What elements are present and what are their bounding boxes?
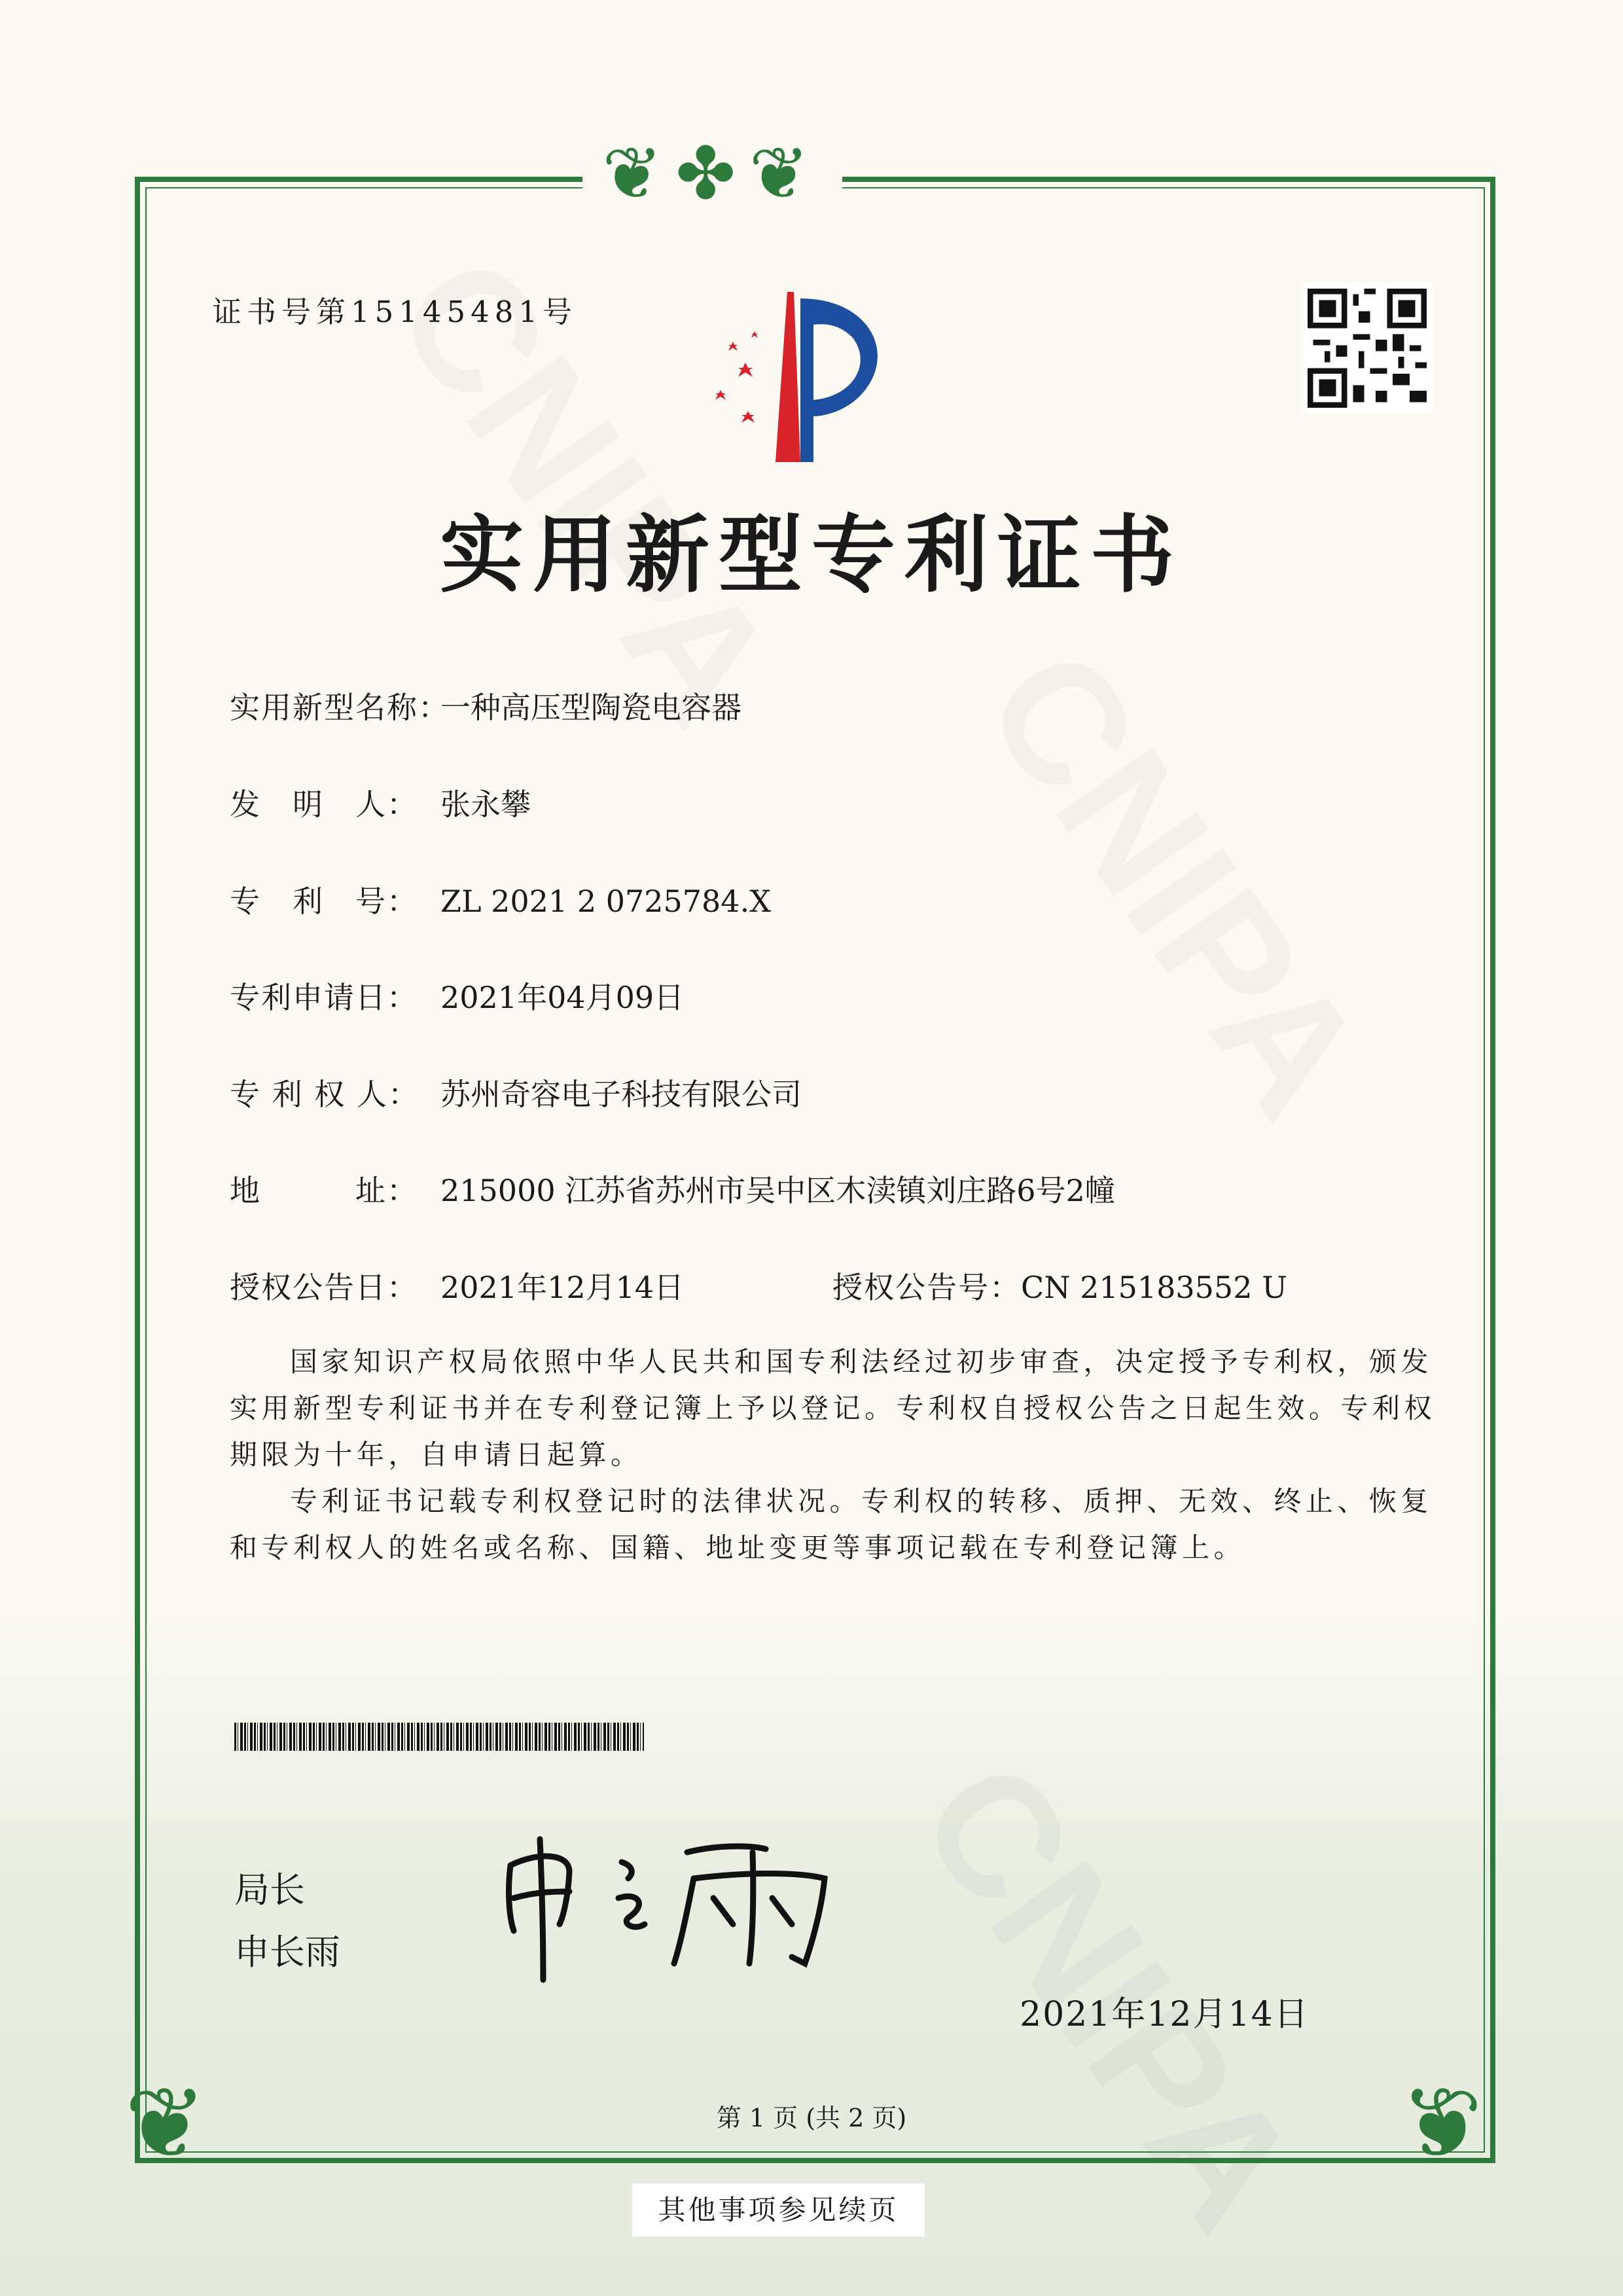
field-value: 张永攀 [440,787,531,822]
field-label: 专 利 号： [230,884,418,919]
statement-paragraph: 国家知识产权局依照中华人民共和国专利法经过初步审查，决定授予专利权，颁发实用新型专利证书并在专利登记簿上予以登记。专利权自授权公告之日起生效。专利权期限为十年，自申请日起算。 [230,1346,1436,1471]
field-label: 专利申请日： [230,980,418,1015]
corner-ornament-icon: ❦ [1400,2067,1483,2181]
field-patent-number [230,878,771,921]
field-grant-date [230,1264,684,1307]
field-label: 授权公告号： [832,1270,1021,1305]
statement-paragraph: 专利证书记载专利权登记时的法律状况。专利权的转移、质押、无效、终止、恢复和专利权人的姓名或名称、国籍、地址变更等事项记载在专利登记簿上。 [230,1485,1433,1564]
corner-ornament-icon: ❦ [124,2067,207,2181]
field-inventor [230,781,531,824]
signatory-position: 局长 [234,1869,305,1910]
certificate-statement [230,1338,1437,1571]
field-value: 215000 江苏省苏州市吴中区木渎镇刘庄路6号2幢 [440,1173,1115,1208]
handwritten-signature [497,1826,838,1983]
qr-code [1302,283,1432,414]
top-ornament-icon: ❦✤❦ [582,137,842,209]
field-label: 授权公告日： [230,1270,418,1305]
field-value: 苏州奇容电子科技有限公司 [440,1077,802,1112]
field-value: 2021年12月14日 [440,1270,685,1305]
page-indicator: 第 1 页 (共 2 页) [716,2104,907,2132]
field-application-date [230,974,684,1017]
certificate-title: 实用新型专利证书 [439,506,1183,604]
continued-note: 其他事项参见续页 [632,2183,925,2236]
field-label: 专 利 权 人： [230,1077,419,1112]
field-label: 实用新型名称： [230,690,450,725]
field-label: 地 址： [230,1173,418,1208]
field-announcement-number [832,1264,1287,1307]
cnipa-logo-icon [702,285,931,469]
certificate-number: 证书号第15145481号 [212,295,578,329]
field-patentee [230,1071,802,1114]
field-address [230,1167,1115,1210]
field-value: 一种高压型陶瓷电容器 [440,690,741,725]
field-value: CN 215183552 U [1021,1270,1287,1305]
barcode [234,1723,644,1751]
field-value: ZL 2021 2 0725784.X [440,884,771,919]
field-value: 2021年04月09日 [440,980,685,1015]
issue-date: 2021年12月14日 [1020,1995,1310,2034]
signatory-name: 申长雨 [234,1931,340,1973]
field-label: 发 明 人： [230,787,418,822]
field-utility-model-name [230,684,741,727]
